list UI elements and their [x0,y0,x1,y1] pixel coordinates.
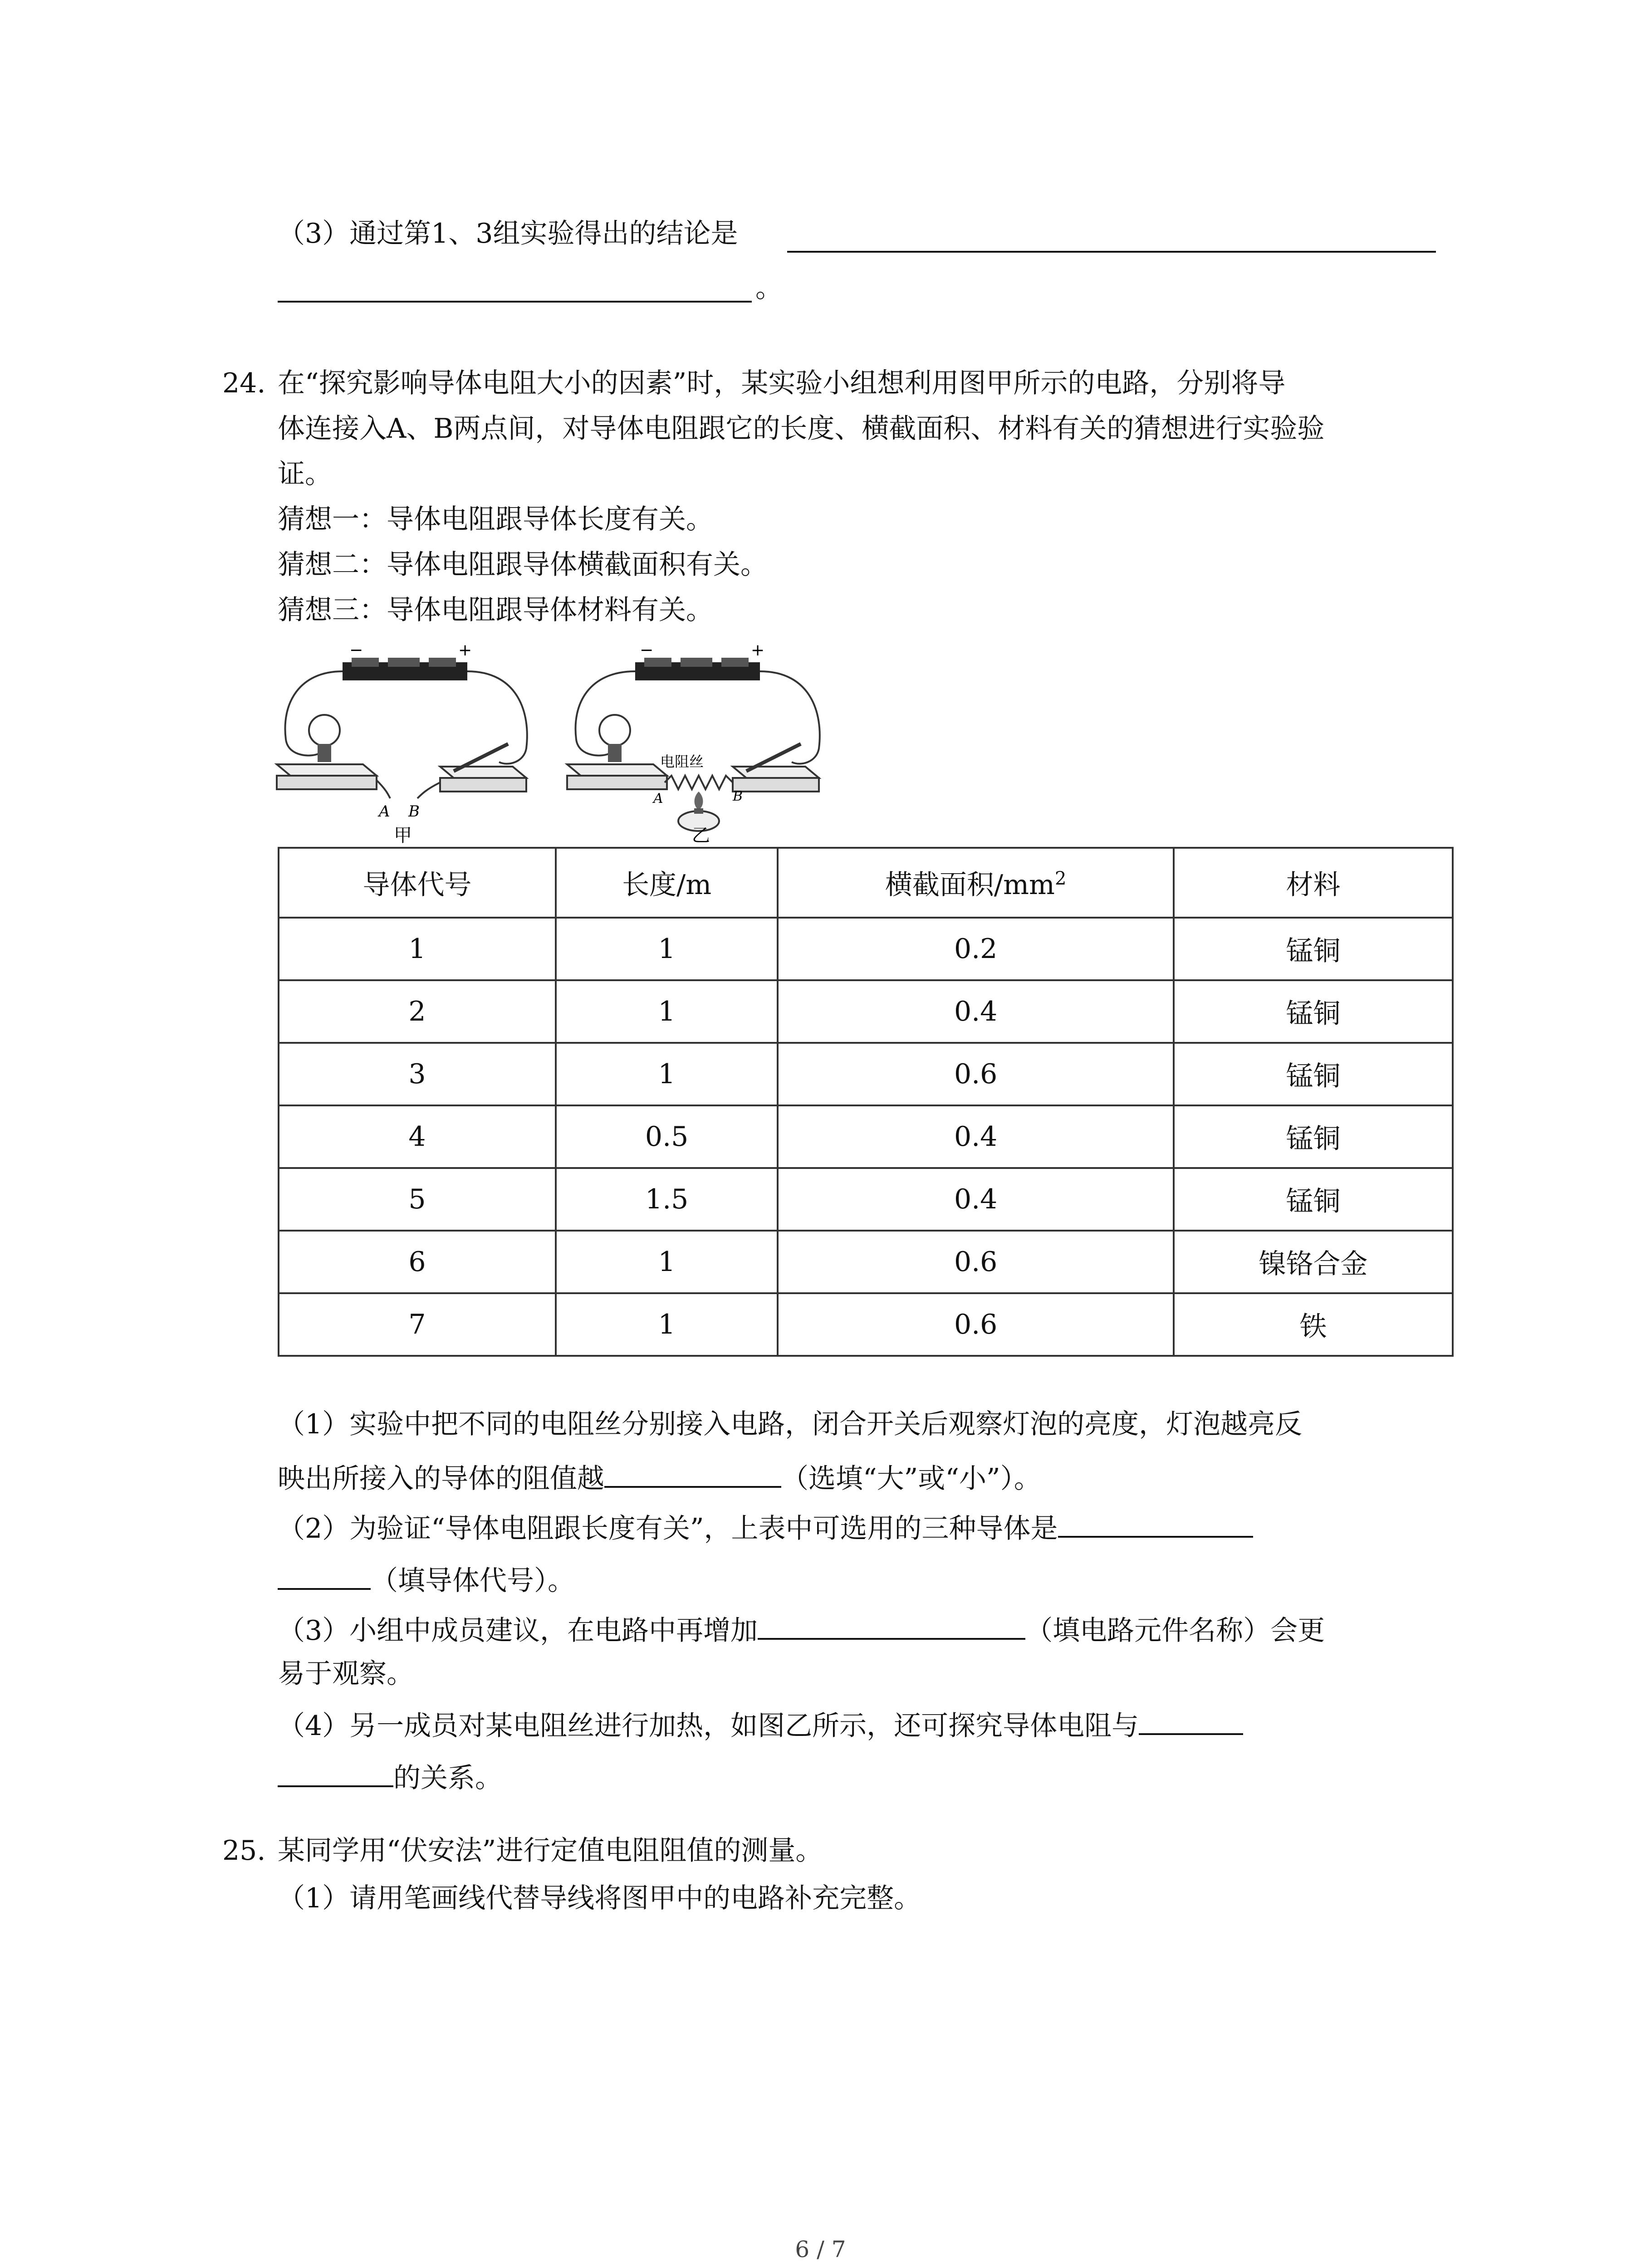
answer-blank [787,251,1436,253]
battery-minus-label: − [349,641,363,660]
q24-guess-1: 猜想一：导体电阻跟导体长度有关。 [278,503,713,535]
table-cell: 镍铬合金 [1174,1231,1453,1293]
table-cell: 0.2 [778,918,1174,980]
table-row [279,918,1453,980]
answer-blank [278,1755,393,1787]
page-number: 6 / 7 [795,2236,846,2263]
lamp-base [277,776,377,789]
table-cell: 锰铜 [1174,1105,1453,1168]
answer-blank [278,301,752,303]
answer-blank [604,1456,781,1488]
table-cell: 3 [279,1043,556,1105]
battery-plus-label: + [458,641,472,660]
column-header: 材料 [1174,848,1453,918]
q24-part3-text: （3）小组中成员建议，在电路中再增加 [278,1615,758,1647]
q24-part2-line1 [278,1506,1253,1549]
circuit-figure-jia [272,635,544,844]
q24-part2-line2 [278,1558,575,1601]
unit-superscript: 2 [1054,868,1067,889]
q24-part4-line2 [278,1755,502,1799]
resistance-wire-coil [665,776,733,789]
flame-icon [695,792,703,810]
table-cell: 锰铜 [1174,1043,1453,1105]
column-header-text: 横截面积/mm [885,869,1055,901]
switch-base [733,778,819,792]
q24-part4-line1 [278,1703,1243,1746]
switch-base [440,778,526,792]
table-cell: 2 [279,980,556,1043]
table-cell: 0.4 [778,980,1174,1043]
table-cell: 4 [279,1105,556,1168]
answer-blank [278,1558,371,1590]
table-cell: 锰铜 [1174,918,1453,980]
lamp-base [567,776,667,789]
q24-part4-hint: 的关系。 [393,1762,502,1794]
table-cell: 1 [279,918,556,980]
table-row [279,1168,1453,1231]
figure-caption-yi: 乙 [692,825,710,844]
table-cell: 铁 [1174,1293,1453,1356]
table-cell: 1 [556,1043,778,1105]
q24-part3-line1 [278,1608,1325,1651]
q25-number: 25. [222,1835,266,1867]
answer-blank [1058,1506,1253,1538]
table-row [279,980,1453,1043]
q24-part4-text: （4）另一成员对某电阻丝进行加热，如图乙所示，还可探究导体电阻与 [278,1710,1139,1742]
answer-blank [1139,1703,1243,1735]
table-cell: 0.6 [778,1293,1174,1356]
q24-part3-line2: 易于观察。 [278,1658,414,1690]
conductor-data-table [278,847,1454,1357]
resistance-wire-label: 电阻丝 [660,753,704,770]
answer-blank [758,1608,1025,1640]
table-cell: 0.6 [778,1231,1174,1293]
table-cell: 1 [556,1293,778,1356]
q23-part3 [278,213,738,254]
table-row [279,1043,1453,1105]
q24-stem-line3: 证。 [278,458,332,490]
table-cell: 1.5 [556,1168,778,1231]
table-header-row [279,848,1453,918]
column-header: 长度/m [556,848,778,918]
circuit-figure-yi [563,635,835,844]
terminal-a-label: A [653,791,663,807]
q24-stem-line1: 在“探究影响导体电阻大小的因素”时，某实验小组想利用图甲所示的电路，分别将导 [278,367,1286,399]
table-cell: 5 [279,1168,556,1231]
q24-part1-line1: （1）实验中把不同的电阻丝分别接入电路，闭合开关后观察灯泡的亮度，灯泡越亮反 [278,1408,1303,1440]
table-cell: 锰铜 [1174,1168,1453,1231]
q24-part1-hint: （选填“大”或“小”）。 [781,1463,1041,1495]
q24-part3-hint: （填电路元件名称）会更 [1025,1615,1325,1647]
q23-part3-end: 。 [755,272,783,304]
q24-part1-text: 映出所接入的导体的阻值越 [278,1463,604,1495]
table-cell: 1 [556,980,778,1043]
table-cell: 6 [279,1231,556,1293]
q24-guess-3: 猜想三：导体电阻跟导体材料有关。 [278,594,713,626]
table-cell: 7 [279,1293,556,1356]
q24-stem-line2: 体连接入A、B两点间，对导体电阻跟它的长度、横截面积、材料有关的猜想进行实验验 [278,413,1325,445]
terminal-b-label: B [408,802,420,821]
q23-part3-prefix: （3）通过第1、3组实验得出的结论是 [278,218,738,249]
q24-part1-line2 [278,1456,1041,1499]
table-cell: 1 [556,1231,778,1293]
table-cell: 锰铜 [1174,980,1453,1043]
q24-number: 24. [222,367,266,399]
column-header [778,848,1174,918]
column-header: 导体代号 [279,848,556,918]
terminal-a-label: A [379,802,390,821]
table-cell: 0.5 [556,1105,778,1168]
table-cell: 0.4 [778,1168,1174,1231]
table-row [279,1105,1453,1168]
table-row [279,1293,1453,1356]
q24-guess-2: 猜想二：导体电阻跟导体横截面积有关。 [278,549,768,581]
table-cell: 0.4 [778,1105,1174,1168]
battery-minus-label: − [640,641,654,660]
q25-part1: （1）请用笔画线代替导线将图甲中的电路补充完整。 [278,1882,921,1914]
bulb-icon [309,715,340,746]
terminal-b-label: B [733,788,743,804]
bulb-icon [599,715,630,746]
q24-part2-hint: （填导体代号）。 [371,1565,575,1597]
battery-plus-label: + [751,641,765,660]
q24-part2-text: （2）为验证“导体电阻跟长度有关”，上表中可选用的三种导体是 [278,1513,1058,1545]
table-row [279,1231,1453,1293]
table-cell: 1 [556,918,778,980]
q25-stem: 某同学用“伏安法”进行定值电阻阻值的测量。 [278,1835,823,1867]
table-cell: 0.6 [778,1043,1174,1105]
figure-caption-jia: 甲 [394,825,412,844]
